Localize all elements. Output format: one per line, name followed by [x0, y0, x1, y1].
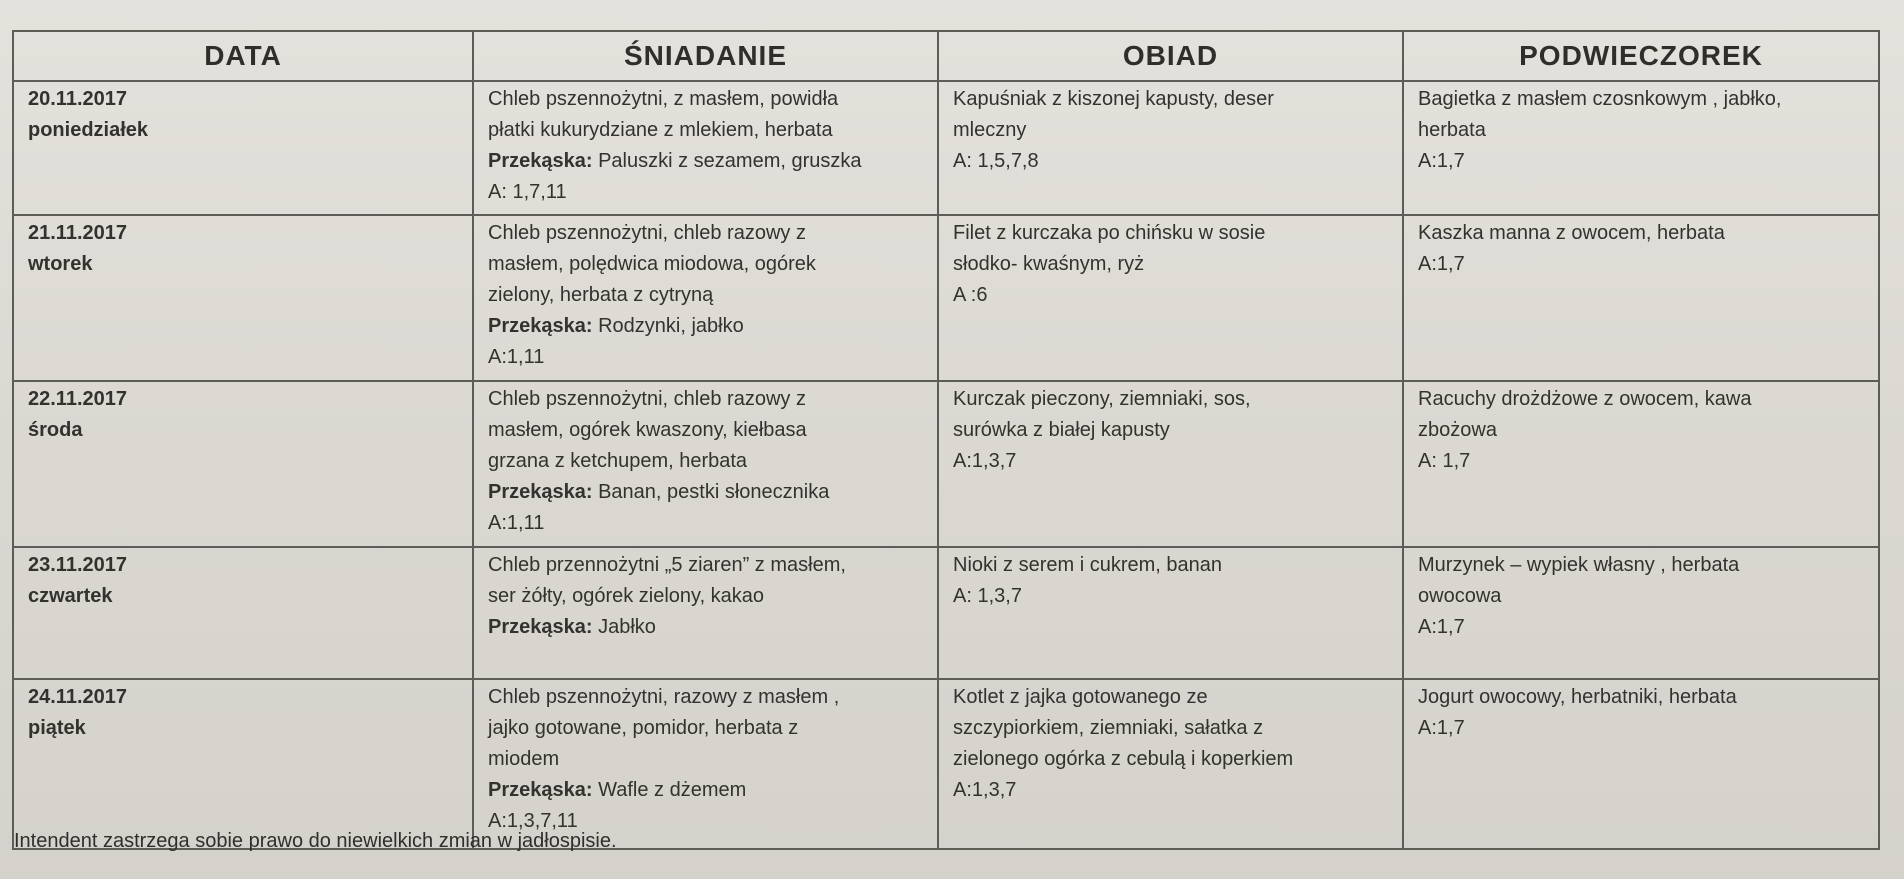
date-cell	[13, 547, 473, 679]
breakfast-line: Chleb pszennożytni, razowy z masłem ,	[488, 686, 840, 708]
afternoon-line: herbata	[1418, 119, 1486, 141]
snack-text: Wafle z dżemem	[598, 779, 747, 801]
snack-line	[488, 612, 923, 643]
lunch-allergens: A :6	[953, 284, 988, 306]
afternoon-allergens: A:1,7	[1418, 150, 1465, 172]
lunch-allergens: A:1,3,7	[953, 779, 1017, 801]
date-cell	[13, 215, 473, 381]
lunch-cell	[938, 679, 1403, 849]
snack-text: Banan, pestki słonecznika	[598, 481, 830, 503]
breakfast-line: grzana z ketchupem, herbata	[488, 450, 748, 472]
afternoon-line: Kaszka manna z owocem, herbata	[1418, 222, 1725, 244]
breakfast-line: masłem, polędwica miodowa, ogórek	[488, 253, 816, 275]
date-cell	[13, 81, 473, 215]
date-text: 22.11.2017	[28, 388, 127, 410]
breakfast-line: zielony, herbata z cytryną	[488, 284, 714, 306]
lunch-line: szczypiorkiem, ziemniaki, sałatka z	[953, 717, 1264, 739]
lunch-allergens: A:1,3,7	[953, 450, 1017, 472]
table-row	[13, 215, 1879, 381]
weekday-text: wtorek	[28, 253, 93, 275]
header-breakfast: ŚNIADANIE	[473, 31, 938, 81]
breakfast-line: Chleb przennożytni „5 ziaren” z masłem,	[488, 554, 846, 576]
header-date: DATA	[13, 31, 473, 81]
lunch-cell	[938, 547, 1403, 679]
breakfast-line: miodem	[488, 748, 560, 770]
afternoon-line: Murzynek – wypiek własny , herbata	[1418, 554, 1740, 576]
lunch-line: surówka z białej kapusty	[953, 419, 1170, 441]
date-text: 20.11.2017	[28, 88, 127, 110]
snack-line	[488, 146, 923, 177]
breakfast-line: Chleb pszennożytni, chleb razowy z	[488, 222, 806, 244]
date-cell	[13, 679, 473, 849]
allergens-text: A:1,3,7,11	[488, 810, 578, 832]
afternoon-snack-cell	[1403, 81, 1879, 215]
lunch-line: Nioki z serem i cukrem, banan	[953, 554, 1222, 576]
snack-line	[488, 311, 923, 342]
afternoon-allergens: A: 1,7	[1418, 450, 1471, 472]
date-text: 24.11.2017	[28, 686, 127, 708]
afternoon-snack-cell	[1403, 547, 1879, 679]
snack-label: Przekąska:	[488, 481, 593, 503]
lunch-line: słodko- kwaśnym, ryż	[953, 253, 1145, 275]
lunch-line: Filet z kurczaka po chińsku w sosie	[953, 222, 1266, 244]
footer-note: Intendent zastrzega sobie prawo do niewielkich zmian w jadłospisie.	[14, 830, 617, 852]
snack-line	[488, 775, 923, 806]
snack-label: Przekąska:	[488, 779, 593, 801]
lunch-line: Kurczak pieczony, ziemniaki, sos,	[953, 388, 1251, 410]
lunch-cell	[938, 81, 1403, 215]
afternoon-line: Racuchy drożdżowe z owocem, kawa	[1418, 388, 1752, 410]
lunch-line: Kotlet z jajka gotowanego ze	[953, 686, 1208, 708]
allergens-text: A:1,11	[488, 346, 545, 368]
table-row	[13, 381, 1879, 547]
breakfast-line: płatki kukurydziane z mlekiem, herbata	[488, 119, 833, 141]
afternoon-allergens: A:1,7	[1418, 616, 1465, 638]
allergens-text: A:1,11	[488, 512, 545, 534]
header-lunch: OBIAD	[938, 31, 1403, 81]
snack-text: Rodzynki, jabłko	[598, 315, 744, 337]
afternoon-snack-cell	[1403, 679, 1879, 849]
afternoon-allergens: A:1,7	[1418, 253, 1465, 275]
lunch-allergens: A: 1,5,7,8	[953, 150, 1039, 172]
lunch-line: Kapuśniak z kiszonej kapusty, deser	[953, 88, 1274, 110]
afternoon-line: Bagietka z masłem czosnkowym , jabłko,	[1418, 88, 1782, 110]
allergens-text: A: 1,7,11	[488, 181, 567, 203]
lunch-cell	[938, 381, 1403, 547]
lunch-allergens: A: 1,3,7	[953, 585, 1022, 607]
table-row	[13, 679, 1879, 849]
date-text: 23.11.2017	[28, 554, 127, 576]
snack-line	[488, 477, 923, 508]
afternoon-snack-cell	[1403, 381, 1879, 547]
weekly-menu-table	[12, 30, 1880, 850]
breakfast-cell	[473, 547, 938, 679]
breakfast-cell	[473, 81, 938, 215]
afternoon-snack-cell	[1403, 215, 1879, 381]
breakfast-cell	[473, 679, 938, 849]
date-text: 21.11.2017	[28, 222, 127, 244]
weekday-text: poniedziałek	[28, 119, 149, 141]
breakfast-line: Chleb pszennożytni, chleb razowy z	[488, 388, 806, 410]
table-row	[13, 547, 1879, 679]
afternoon-line: zbożowa	[1418, 419, 1497, 441]
afternoon-line: Jogurt owocowy, herbatniki, herbata	[1418, 686, 1737, 708]
weekday-text: piątek	[28, 717, 86, 739]
date-cell	[13, 381, 473, 547]
breakfast-line: jajko gotowane, pomidor, herbata z	[488, 717, 799, 739]
breakfast-line: Chleb pszennożytni, z masłem, powidła	[488, 88, 839, 110]
breakfast-line: masłem, ogórek kwaszony, kiełbasa	[488, 419, 807, 441]
snack-label: Przekąska:	[488, 315, 593, 337]
breakfast-line: ser żółty, ogórek zielony, kakao	[488, 585, 765, 607]
lunch-line: zielonego ogórka z cebulą i koperkiem	[953, 748, 1294, 770]
afternoon-allergens: A:1,7	[1418, 717, 1465, 739]
weekday-text: czwartek	[28, 585, 113, 607]
snack-text: Paluszki z sezamem, gruszka	[598, 150, 862, 172]
breakfast-cell	[473, 381, 938, 547]
lunch-line: mleczny	[953, 119, 1027, 141]
snack-label: Przekąska:	[488, 150, 593, 172]
afternoon-line: owocowa	[1418, 585, 1502, 607]
breakfast-cell	[473, 215, 938, 381]
snack-label: Przekąska:	[488, 616, 593, 638]
table-header-row	[13, 31, 1879, 81]
lunch-cell	[938, 215, 1403, 381]
weekday-text: środa	[28, 419, 83, 441]
table-row	[13, 81, 1879, 215]
header-afternoon-snack: PODWIECZOREK	[1403, 31, 1879, 81]
snack-text: Jabłko	[598, 616, 656, 638]
